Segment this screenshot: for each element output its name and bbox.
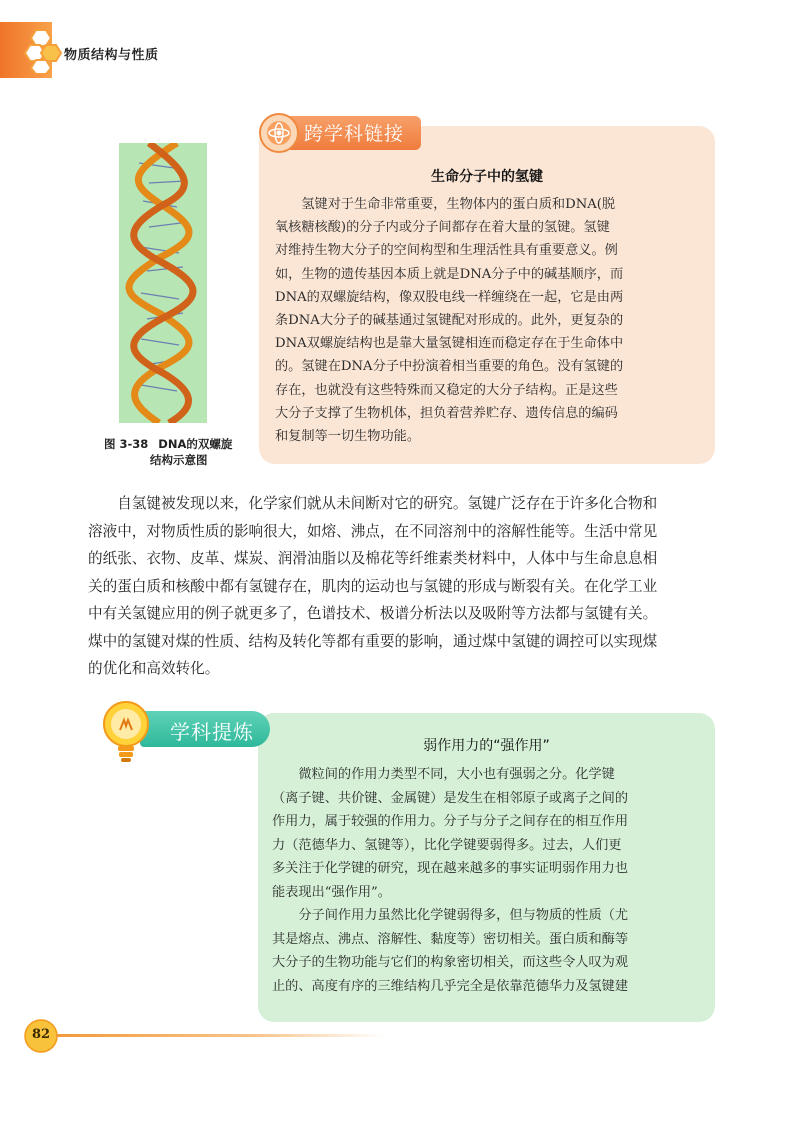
paragraph-line: 的优化和高效转化。	[88, 660, 220, 677]
footer-decorative-line	[56, 1034, 386, 1037]
lightbulb-icon	[102, 700, 150, 764]
body-line: 多关注于化学键的研究，现在越来越多的事实证明弱作用力也	[272, 861, 629, 876]
body-line: 如，生物的遗传基因本质上就是DNA分子中的碱基顺序，而	[275, 266, 624, 282]
cross-discipline-body	[275, 193, 705, 448]
cross-discipline-tag-label: 跨学科链接	[304, 123, 405, 145]
body-line: 微粒间的作用力类型不同，大小也有强弱之分。化学键	[272, 767, 615, 782]
body-line: 力（范德华力、氢键等），比化学键要弱得多。过去，人们更	[272, 837, 622, 853]
body-line: DNA的双螺旋结构，像双股电线一样缠绕在一起，它是由两	[275, 289, 624, 305]
subject-refinement-body	[272, 763, 704, 998]
body-line: 对维持生物大分子的空间构型和生理活性具有重要意义。例	[275, 243, 618, 259]
body-line: 大分子的生物功能与它们的构象密切相关，而这些令人叹为观	[272, 955, 629, 970]
body-line: 氧核糖核酸)的分子内或分子间都存在着大量的氢键。氢键	[275, 220, 610, 236]
paragraph-line: 中有关氢键应用的例子就更多了，色谱技术、极谱分析法以及吸附等方法都与氢键有关。	[88, 605, 658, 622]
paragraph-line: 溶液中，对物质性质的影响很大，如熔、沸点，在不同溶剂中的溶解性能等。生活中常见	[88, 522, 658, 540]
body-line: 存在，也就没有这些特殊而又稳定的大分子结构。正是这些	[275, 382, 618, 398]
paragraph-line: 自氢键被发现以来，化学家们就从未间断对它的研究。氢键广泛存在于许多化合物和	[88, 495, 658, 512]
figure-caption-line1: DNA的双螺旋	[158, 437, 233, 451]
paragraph-line: 关的蛋白质和核酸中都有氢键存在，肌肉的运动也与氢键的形成与断裂有关。在化学工业	[88, 577, 658, 595]
cross-discipline-title: 生命分子中的氢键	[431, 169, 543, 185]
page-number: 82	[31, 1027, 51, 1042]
body-line: 大分子支撑了生物机体，担负着营养贮存、遗传信息的编码	[275, 405, 618, 421]
body-line: （离子键、共价键、金属键）是发生在相邻原子或离子之间的	[272, 790, 629, 806]
hexagon-logo-icon	[22, 28, 66, 74]
body-line: 分子间作用力虽然比化学键弱得多，但与物质的性质（尤	[272, 908, 629, 923]
body-line: 作用力，属于较强的作用力。分子与分子之间存在的相互作用	[272, 814, 629, 829]
main-paragraph	[88, 490, 722, 683]
subject-refinement-tag-label: 学科提炼	[170, 720, 254, 744]
dna-double-helix-image	[119, 143, 207, 423]
body-line: DNA双螺旋结构也是靠大量氢键相连而稳定存在于生命体中	[275, 336, 624, 352]
paragraph-line: 煤中的氢键对煤的性质、结构及转化等都有重要的影响，通过煤中氢键的调控可以实现煤	[88, 632, 658, 650]
body-line: 的。氢键在DNA分子中扮演着相当重要的角色。没有氢键的	[275, 359, 624, 375]
body-line: 氢键对于生命非常重要，生物体内的蛋白质和DNA(脱	[275, 197, 616, 212]
body-line: 条DNA大分子的碱基通过氢键配对形成的。此外，更复杂的	[275, 313, 624, 329]
body-line: 止的、高度有序的三维结构几乎完全是依靠范德华力及氢键建	[272, 978, 629, 994]
body-line: 能表现出“强作用”。	[272, 884, 391, 900]
figure-caption-line2: 结构示意图	[150, 453, 208, 467]
figure-number: 图 3-38	[104, 437, 149, 451]
figure-caption	[104, 436, 254, 468]
chapter-title: 物质结构与性质	[64, 48, 159, 63]
body-line: 和复制等一切生物功能。	[275, 429, 421, 445]
paragraph-line: 的纸张、衣物、皮革、煤炭、润滑油脂以及棉花等纤维素类材料中，人体中与生命息息相	[88, 550, 658, 567]
body-line: 其是熔点、沸点、溶解性、黏度等）密切相关。蛋白质和酶等	[272, 931, 629, 947]
atom-badge-icon	[258, 112, 300, 154]
subject-refinement-title: 弱作用力的“强作用”	[423, 738, 550, 754]
